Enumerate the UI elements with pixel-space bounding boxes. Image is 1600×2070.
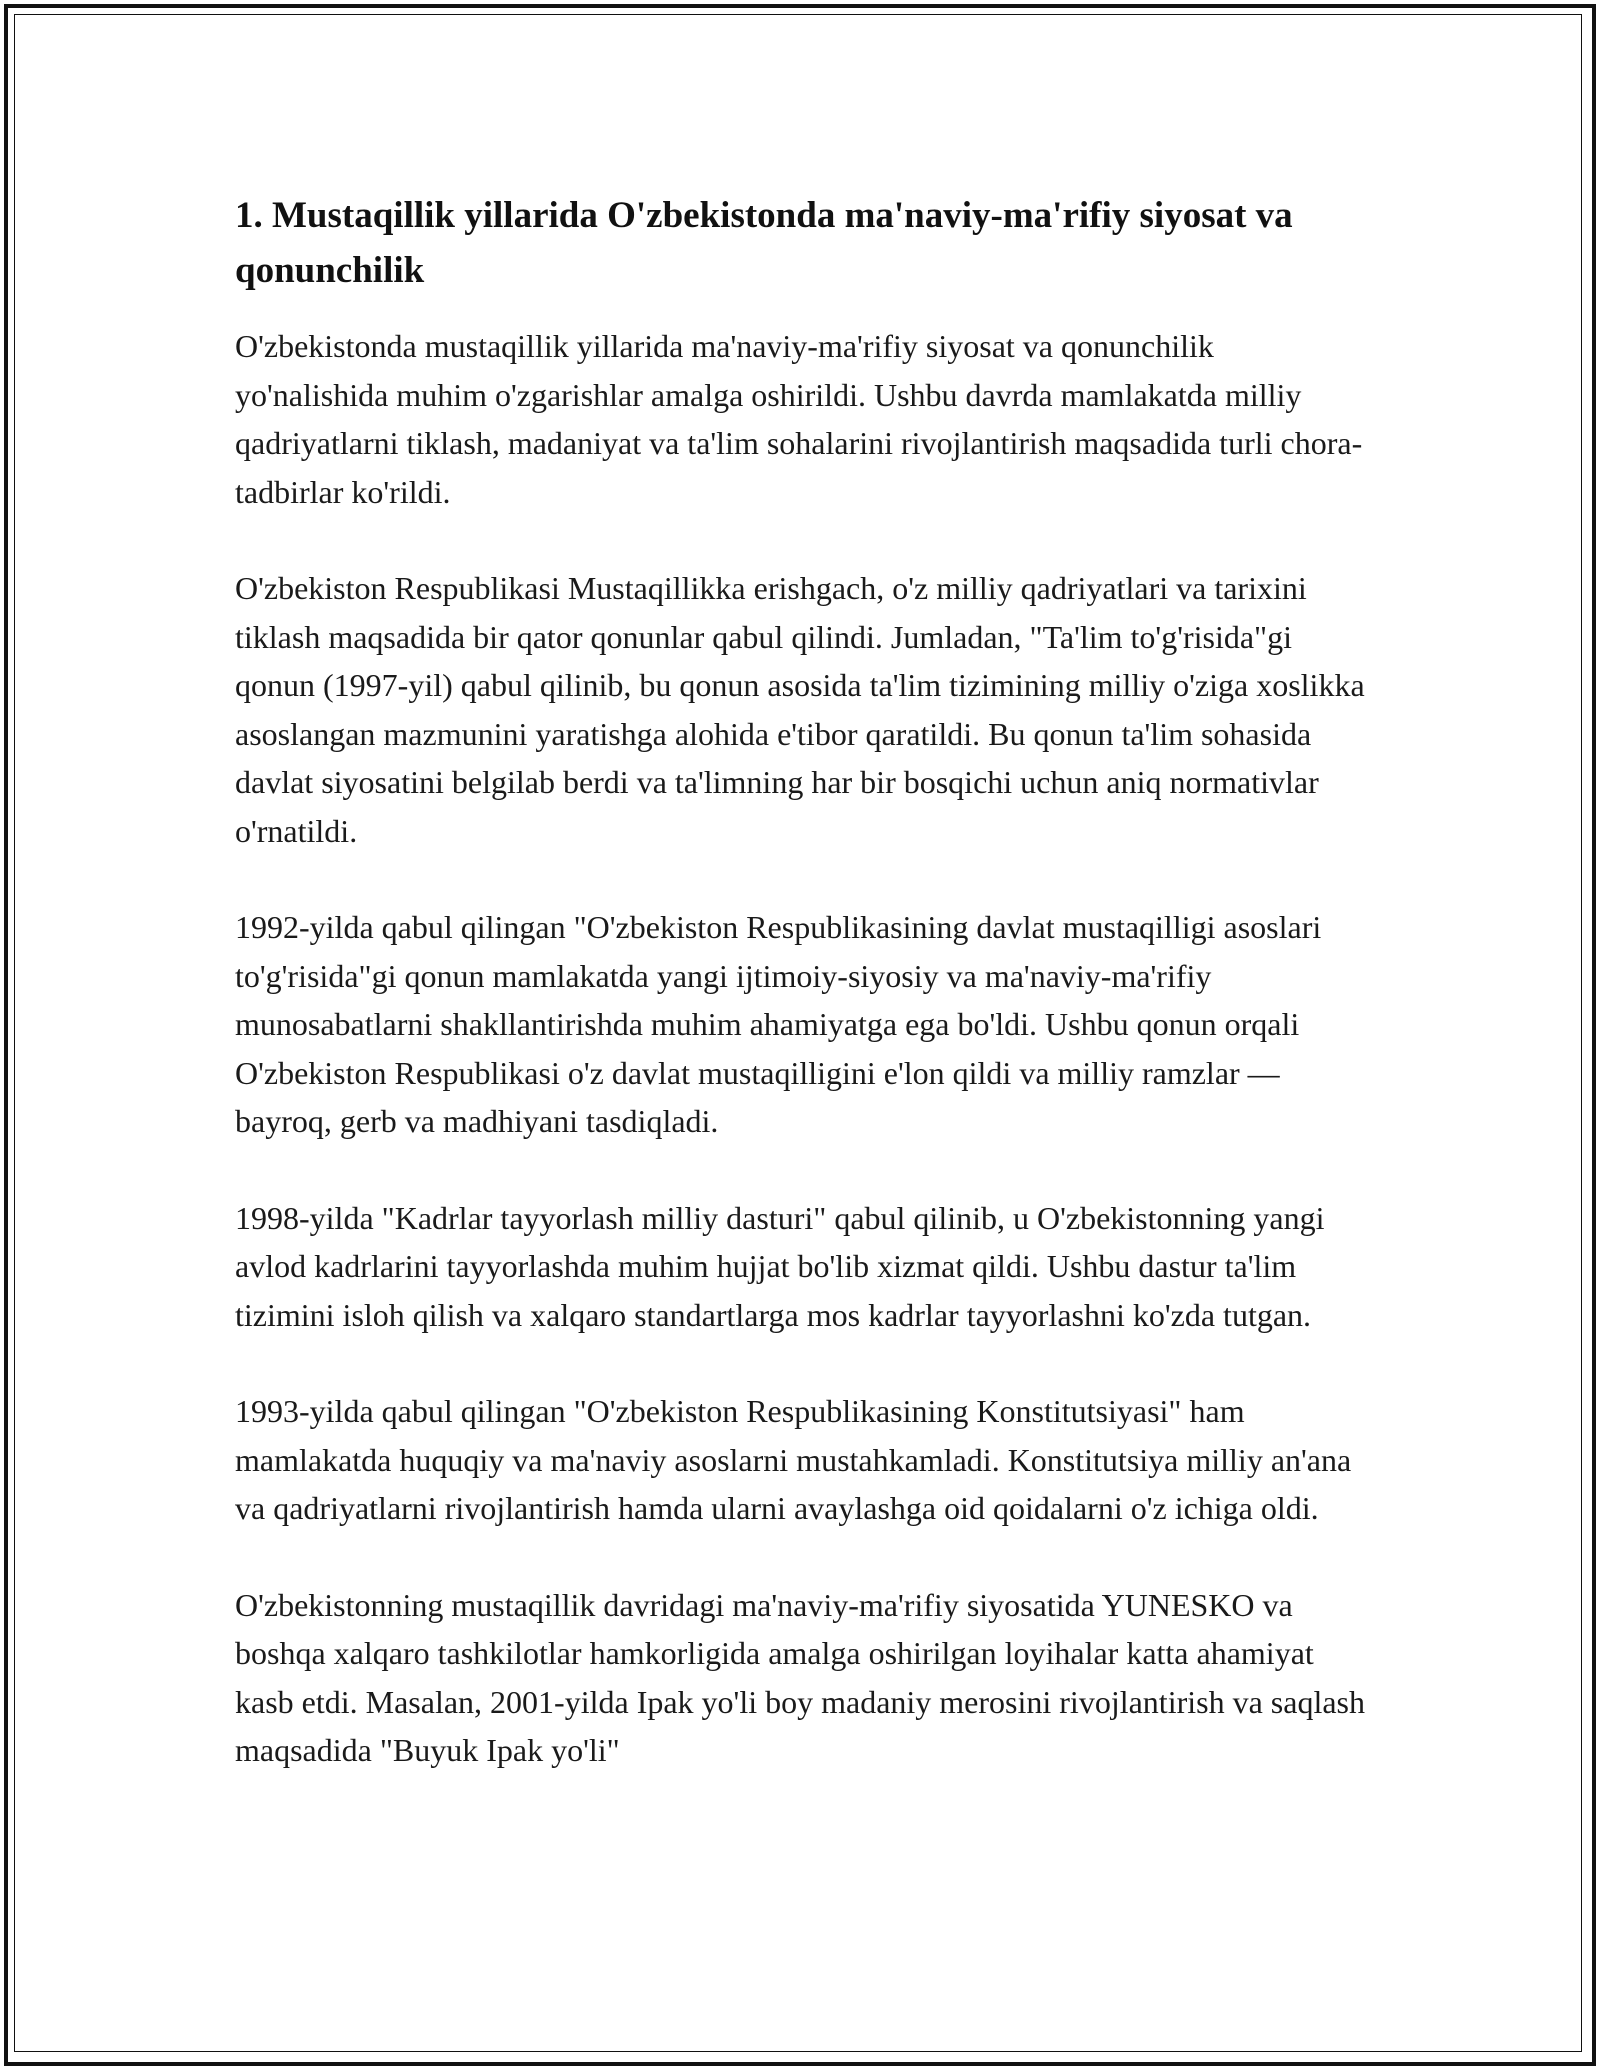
paragraph-2: O'zbekiston Respublikasi Mustaqillikka erishgach, o'z milliy qadriyatlari va tarixini tiklash maqsadida bir qator qonunlar qabul qilindi. Jumladan, "Ta'lim to'g'risida"gi qonun (1997-yil) qabul qilinib, bu qonun asosida ta'lim tizimining milliy o'ziga xoslikka asoslangan mazmunini yaratishga alohida e'tibor qaratildi. Bu qonun ta'lim sohasida davlat siyosatini belgilab berdi va ta'limning har bir bosqichi uchun aniq normativlar o'rnatildi. [235, 570, 1365, 849]
paragraph-6: O'zbekistonning mustaqillik davridagi ma'naviy-ma'rifiy siyosatida YUNESKO va boshqa xalqaro tashkilotlar hamkorligida amalga oshirilgan loyihalar katta ahamiyat kasb etdi. Masalan, 2001-yilda Ipak yo'li boy madaniy merosini rivojlantirish va saqlash maqsadida "Buyuk Ipak yo'li" [235, 1586, 1365, 1768]
paragraph-5: 1993-yilda qabul qilingan "O'zbekiston Respublikasining Konstitutsiyasi" ham mamlakatda huquqiy va ma'naviy asoslarni mustahkamladi. Konstitutsiya milliy an'ana va qadriyatlarni rivojlantirish hamda ularni avaylashga oid qoidalarni o'z ichiga oldi. [235, 1393, 1352, 1526]
paragraph-3: 1992-yilda qabul qilingan "O'zbekiston Respublikasining davlat mustaqilligi asoslari to'g'risida"gi qonun mamlakatda yangi ijtimoiy-siyosiy va ma'naviy-ma'rifiy munosabatlarni shakllantirishda muhim ahamiyatga ega bo'ldi. Ushbu qonun orqali O'zbekiston Respublikasi o'z davlat mustaqilligini e'lon qildi va milliy ramzlar — bayroq, gerb va madhiyani tasdiqladi. [235, 909, 1322, 1139]
paragraph-1: O'zbekistonda mustaqillik yillarida ma'naviy-ma'rifiy siyosat va qonunchilik yo'nalishida muhim o'zgarishlar amalga oshirildi. Ushbu davrda mamlakatda milliy qadriyatlarni tiklash, madaniyat va ta'lim sohalarini rivojlantirish maqsadida turli chora-tadbirlar ko'rildi. [235, 328, 1363, 510]
document-body [235, 188, 1365, 1823]
section-heading: 1. Mustaqillik yillarida O'zbekistonda ma'naviy-ma'rifiy siyosat va qonunchilik [235, 195, 1293, 291]
paragraph-4: 1998-yilda "Kadrlar tayyorlash milliy dasturi" qabul qilinib, u O'zbekistonning yangi avlod kadrlarini tayyorlashda muhim hujjat bo'lib xizmat qildi. Ushbu dastur ta'lim tizimini isloh qilish va xalqaro standartlarga mos kadrlar tayyorlashni ko'zda tutgan. [235, 1199, 1325, 1333]
